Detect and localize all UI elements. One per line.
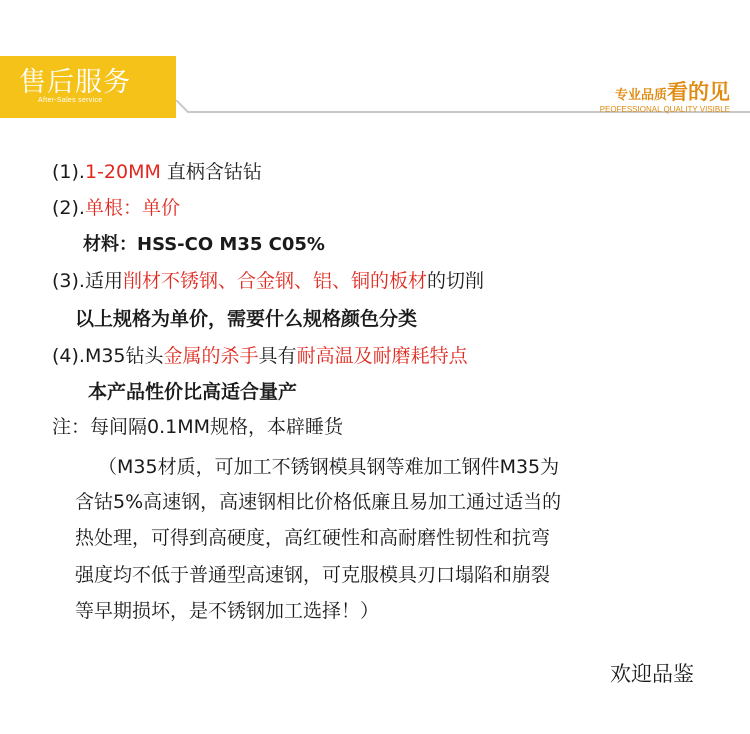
line-4-highlight: 削材不锈钢、合金钢、铝、铜的板材 [122, 270, 427, 292]
header-subtitle: After-Sales service [38, 97, 103, 104]
line-1 [52, 157, 262, 184]
line-3: 材料：HSS-CO M35 C05% [83, 234, 325, 255]
line-4-rest: 的切削 [426, 270, 484, 292]
line-1-rest: 直柄含钴钻 [160, 161, 262, 183]
line-2 [52, 193, 180, 220]
line-6 [52, 341, 468, 368]
slogan-en: PEOFESSIONAL QUALITY VISIBLE [599, 105, 730, 114]
line-7: 本产品性价比高适合量产 [88, 381, 298, 403]
slogan [600, 76, 730, 114]
line-2-highlight: 单根：单价 [84, 197, 180, 219]
note-line: 注：每间隔0.1MM规格，本辟睡货 [52, 416, 344, 438]
slogan-cn [600, 76, 730, 106]
paragraph-line-1: （M35材质，可加工不锈钢模具钢等难加工钢件M35为 [98, 456, 560, 478]
line-1-prefix: (1). [52, 161, 85, 183]
line-2-prefix: (2). [52, 197, 85, 219]
slogan-small: 专业品质 [614, 88, 667, 103]
closing-text: 欢迎品鉴 [610, 662, 694, 686]
paragraph-line-2: 含钴5%高速钢，高速钢相比价格低廉且易加工通过适当的 [75, 491, 562, 513]
line-6-highlight-1: 金属的杀手 [163, 345, 259, 367]
line-6-prefix: (4).M35钻头 [52, 345, 164, 367]
line-1-highlight: 1-20MM [84, 161, 161, 183]
header-title: 售后服务 [19, 67, 131, 98]
line-4-prefix: (3).适用 [52, 270, 123, 292]
line-5: 以上规格为单价，需要什么规格颜色分类 [75, 308, 418, 330]
line-6-highlight-2: 耐高温及耐磨耗特点 [296, 345, 468, 367]
paragraph-line-4: 强度均不低于普通型高速钢，可克服模具刃口塌陷和崩裂 [75, 564, 551, 586]
slogan-big: 看的见 [667, 80, 730, 104]
line-4 [52, 266, 484, 293]
paragraph-line-3: 热处理，可得到高硬度，高红硬性和高耐磨性韧性和抗弯 [75, 527, 551, 549]
paragraph-line-5: 等早期损坏，是不锈钢加工选择！） [75, 600, 380, 622]
line-6-mid: 具有 [258, 345, 297, 367]
